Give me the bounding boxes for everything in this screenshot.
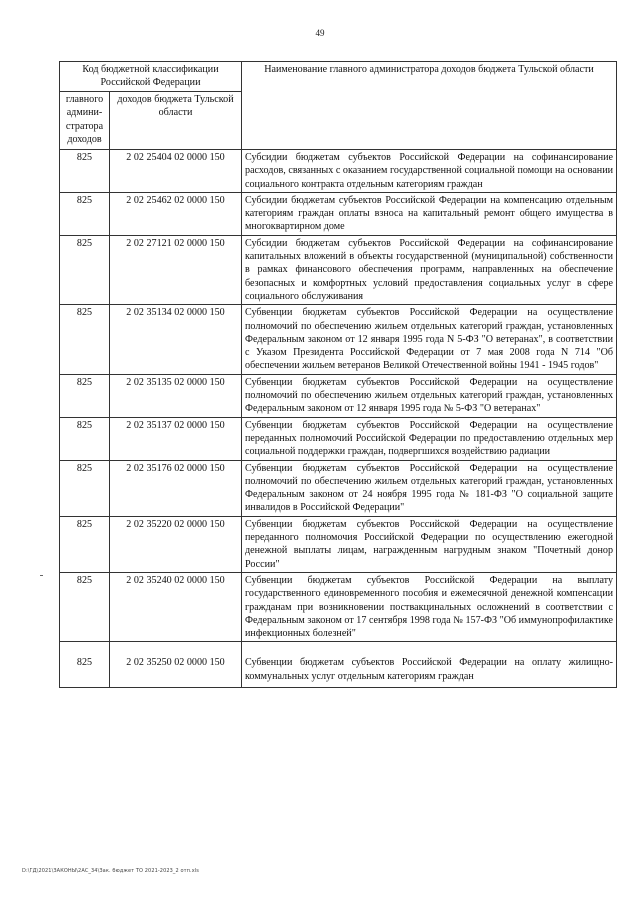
table-row <box>60 516 617 572</box>
table-header-row <box>60 62 617 92</box>
table-row <box>60 192 617 235</box>
row-admin-code: 825 <box>60 642 110 688</box>
row-income-code: 2 02 35250 02 0000 150 <box>110 642 242 688</box>
table-body <box>60 150 617 688</box>
header-name-title: Наименование главного администратора доходов бюджета Тульской области <box>242 62 617 150</box>
row-admin-code: 825 <box>60 417 110 460</box>
header-code-group: Код бюджетной классификации Российской Федерации <box>60 62 242 92</box>
row-name: Субвенции бюджетам субъектов Российской Федерации на осуществление переданного полномочия Российской Федерации по осуществлению ежегодной денежной выплаты лицам, награжденным нагрудным знаком "Почетный донор России" <box>242 516 617 572</box>
row-admin-code: 825 <box>60 374 110 417</box>
table-row <box>60 417 617 460</box>
row-income-code: 2 02 35220 02 0000 150 <box>110 516 242 572</box>
table-row <box>60 305 617 374</box>
row-name: Субсидии бюджетам субъектов Российской Федерации на компенсацию отдельным категориям граждан оплаты взноса на капитальный ремонт общего имущества в многоквартирном доме <box>242 192 617 235</box>
row-admin-code: 825 <box>60 235 110 304</box>
row-income-code: 2 02 35134 02 0000 150 <box>110 305 242 374</box>
footer-file-path: D:\ГД\2021\ЗАКОНЫ\2АС_34\Зак. бюджет ТО 2021-2023_2 отп.xls <box>22 868 199 874</box>
row-name: Субвенции бюджетам субъектов Российской Федерации на осуществление полномочий по обеспечению жильем отдельных категорий граждан, установленных Федеральным законом от 12 января 1995 года № 5-ФЗ "О ветеранах" <box>242 374 617 417</box>
row-income-code: 2 02 35240 02 0000 150 <box>110 572 242 641</box>
row-name: Субвенции бюджетам субъектов Российской Федерации на осуществление полномочий по обеспечению жильем отдельных категорий граждан, установленных Федеральным законом от 24 ноября 1995 года № 181-ФЗ "О социальной защите инвалидов в Российской Федерации" <box>242 460 617 516</box>
row-name: Субвенции бюджетам субъектов Российской Федерации на осуществление переданных полномочий Российской Федерации по предоставлению отдельных мер социальной поддержки граждан, подвергшихся воздействию радиации <box>242 417 617 460</box>
page-number: 49 <box>315 28 325 38</box>
row-name: Субвенции бюджетам субъектов Российской Федерации на осуществление полномочий по обеспечению жильем отдельных категорий граждан, установленных Федеральным законом от 12 января 1995 года N 5-ФЗ "О ветеранах", в соответствии с Указом Президента Российской Федерации от 7 мая 2008 года N 714 "Об обеспечении жильем ветеранов Великой Отечественной войны 1941 - 1945 годов" <box>242 305 617 374</box>
row-admin-code: 825 <box>60 192 110 235</box>
table-row <box>60 235 617 304</box>
row-income-code: 2 02 27121 02 0000 150 <box>110 235 242 304</box>
margin-mark <box>40 575 43 576</box>
row-name: Субсидии бюджетам субъектов Российской Федерации на софинансирование расходов, связанных с оказанием государственной социальной помощи на основании социального контракта отдельным категориям граждан <box>242 150 617 193</box>
row-name: Субвенции бюджетам субъектов Российской Федерации на выплату государственного единовременного пособия и ежемесячной денежной компенсации гражданам при возникновении поствакцинальных осложнений в соответствии с Федеральным законом от 17 сентября 1998 года № 157-ФЗ "Об иммунопрофилактике инфекционных болезней" <box>242 572 617 641</box>
row-admin-code: 825 <box>60 150 110 193</box>
row-income-code: 2 02 35135 02 0000 150 <box>110 374 242 417</box>
table-row <box>60 460 617 516</box>
row-income-code: 2 02 35176 02 0000 150 <box>110 460 242 516</box>
table-row <box>60 572 617 641</box>
row-admin-code: 825 <box>60 305 110 374</box>
header-income-col: доходов бюджета Тульской области <box>110 92 242 150</box>
row-admin-code: 825 <box>60 516 110 572</box>
row-name: Субвенции бюджетам субъектов Российской Федерации на оплату жилищно-коммунальных услуг отдельным категориям граждан <box>242 642 617 688</box>
row-admin-code: 825 <box>60 572 110 641</box>
row-admin-code: 825 <box>60 460 110 516</box>
budget-classification-table <box>59 61 617 688</box>
header-admin-col: главного админи-стратора доходов <box>60 92 110 150</box>
row-income-code: 2 02 25462 02 0000 150 <box>110 192 242 235</box>
table-row <box>60 374 617 417</box>
row-income-code: 2 02 35137 02 0000 150 <box>110 417 242 460</box>
table-row <box>60 642 617 688</box>
row-income-code: 2 02 25404 02 0000 150 <box>110 150 242 193</box>
table-row <box>60 150 617 193</box>
row-name: Субсидии бюджетам субъектов Российской Федерации на софинансирование капитальных вложений в объекты государственной (муниципальной) собственности в рамках финансового обеспечения программ, направленных на обеспечение безопасных и комфортных условий предоставления социальных услуг в сфере социального обслуживания <box>242 235 617 304</box>
